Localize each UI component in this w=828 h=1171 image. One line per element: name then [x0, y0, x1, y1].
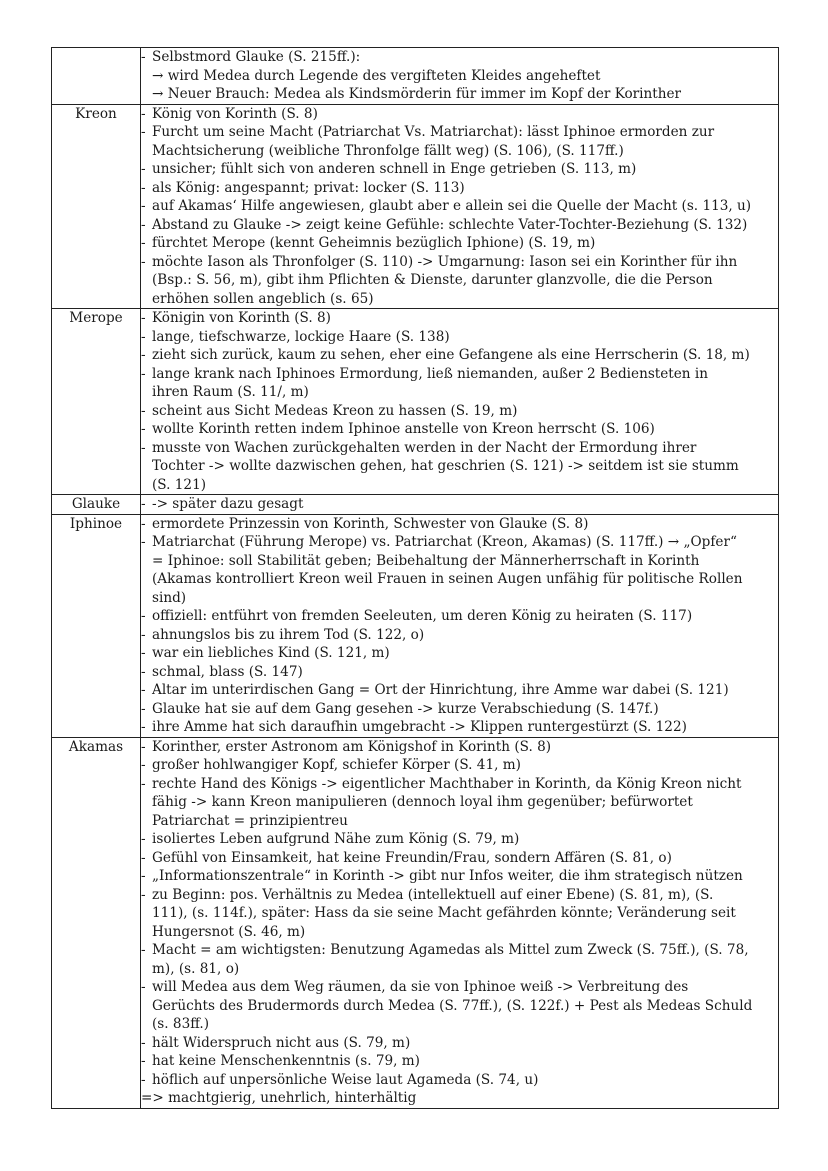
bullet-line [141, 830, 778, 849]
bullet-dash: - [141, 645, 146, 661]
bullet-text: hat keine Menschenkenntnis (s. 79, m) [152, 1053, 420, 1069]
character-row [52, 495, 779, 515]
bullet-dash: - [141, 608, 146, 624]
bullet-text: Macht = am wichtigsten: Benutzung Agamedas als Mittel zum Zweck (S. 75ff.), (S. 78, [152, 942, 749, 958]
bullet-dash: - [141, 979, 146, 995]
bullet-dash: - [141, 496, 146, 512]
bullet-text: ermordete Prinzessin von Korinth, Schwester von Glauke (S. 8) [152, 515, 589, 532]
bullet-text: zu Beginn: pos. Verhältnis zu Medea (intellektuell auf einer Ebene) (S. 81, m), (S. [152, 886, 714, 903]
character-name: Iphinoe [52, 514, 141, 737]
character-notes [141, 514, 779, 737]
bullet-dash: - [141, 310, 146, 326]
bullet-dash: - [141, 161, 146, 177]
bullet-line [141, 365, 778, 384]
bullet-dash: - [141, 849, 146, 866]
bullet-text: möchte Iason als Thronfolger (S. 110) -> Umgarnung: Iason sei ein Korinther für ihn [152, 253, 738, 270]
bullet-text: zieht sich zurück, kaum zu sehen, eher eine Gefangene als eine Herrscherin (S. 18, m) [152, 347, 750, 363]
bullet-text: fürchtet Merope (kennt Geheimnis bezüglich Iphione) (S. 19, m) [152, 235, 596, 251]
bullet-dash: - [141, 347, 146, 363]
bullet-text: will Medea aus dem Weg räumen, da sie von Iphinoe weiß -> Verbreitung des [152, 979, 689, 995]
bullet-dash: - [141, 365, 146, 382]
bullet-continuation: Patriarchat = prinzipientreu [152, 812, 348, 829]
bullet-dash: - [141, 831, 146, 847]
bullet-dash: - [141, 105, 146, 122]
bullet-line [141, 849, 778, 868]
arrow-line: → Neuer Brauch: Medea als Kindsmörderin für immer im Kopf der Korinther [152, 86, 682, 102]
bullet-text: großer hohlwangiger Kopf, schiefer Körper (S. 41, m) [152, 757, 521, 773]
bullet-line [141, 346, 778, 365]
character-notes [141, 737, 779, 1108]
bullet-dash: - [141, 1034, 146, 1051]
bullet-continuation: fähig -> kann Kreon manipulieren (dennoch loyal ihm gegenüber; befürwortet [152, 794, 693, 810]
bullet-line [141, 700, 778, 719]
bullet-continuation: m), (s. 81, o) [152, 960, 240, 977]
bullet-line [141, 216, 778, 235]
summary-line: => machtgierig, unehrlich, hinterhältig [141, 1090, 417, 1106]
bullet-line [141, 756, 778, 775]
character-row [52, 514, 779, 737]
character-name: Kreon [52, 104, 141, 309]
bullet-dash: - [141, 534, 146, 550]
bullet-continuation: erhöhen sollen angeblich (s. 65) [152, 290, 374, 307]
bullet-text: -> später dazu gesagt [152, 496, 304, 512]
bullet-continuation: Hungersnot (S. 46, m) [152, 923, 306, 940]
bullet-dash: - [141, 198, 146, 214]
bullet-line [141, 663, 778, 682]
bullet-text: isoliertes Leben aufgrund Nähe zum König (S. 79, m) [152, 831, 520, 847]
bullet-line [141, 197, 778, 216]
bullet-dash: - [141, 942, 146, 958]
bullet-line [141, 234, 778, 253]
bullet-text: scheint aus Sicht Medeas Kreon zu hassen (S. 19, m) [152, 402, 518, 419]
character-row [52, 104, 779, 309]
bullet-text: Glauke hat sie auf dem Gang gesehen -> kurze Verabschiedung (S. 147f.) [152, 700, 659, 717]
bullet-text: König von Korinth (S. 8) [152, 105, 318, 122]
character-row [52, 309, 779, 495]
bullet-line [141, 607, 778, 626]
bullet-line [141, 533, 778, 552]
character-notes [141, 309, 779, 495]
bullet-line [141, 328, 778, 347]
arrow-line: → wird Medea durch Legende des vergifteten Kleides angeheftet [152, 67, 601, 84]
bullet-text: Altar im unterirdischen Gang = Ort der Hinrichtung, ihre Amme war dabei (S. 121) [152, 682, 729, 698]
bullet-line [141, 309, 778, 328]
character-table-body [52, 48, 779, 1109]
bullet-dash: - [141, 626, 146, 643]
bullet-text: war ein liebliches Kind (S. 121, m) [152, 645, 390, 661]
bullet-line [141, 886, 778, 905]
bullet-text: Korinther, erster Astronom am Königshof in Korinth (S. 8) [152, 738, 552, 755]
bullet-line [141, 48, 778, 67]
bullet-dash: - [141, 775, 146, 792]
character-name: Merope [52, 309, 141, 495]
character-notes [141, 104, 779, 309]
character-row [52, 737, 779, 1108]
bullet-dash: - [141, 235, 146, 251]
bullet-dash: - [141, 700, 146, 717]
bullet-continuation: Gerüchts des Brudermords durch Medea (S. 77ff.), (S. 122f.) + Pest als Medeas Schuld [152, 997, 753, 1014]
bullet-dash: - [141, 757, 146, 773]
bullet-line [141, 941, 778, 960]
bullet-text: Furcht um seine Macht (Patriarchat Vs. Matriarchat): lässt Iphinoe ermorden zur [152, 124, 715, 140]
bullet-line [141, 439, 778, 458]
bullet-line [141, 1052, 778, 1071]
bullet-dash: - [141, 216, 146, 233]
bullet-line [141, 515, 778, 534]
bullet-continuation: Tochter -> wollte dazwischen gehen, hat geschrien (S. 121) -> seitdem ist sie stumm [152, 458, 739, 474]
bullet-line [141, 626, 778, 645]
bullet-text: ahnungslos bis zu ihrem Tod (S. 122, o) [152, 626, 425, 643]
bullet-text: „Informationszentrale“ in Korinth -> gibt nur Infos weiter, die ihm strategisch nützen [152, 868, 743, 884]
character-table [51, 47, 779, 1109]
character-notes [141, 495, 779, 515]
bullet-continuation: ihren Raum (S. 11/, m) [152, 384, 309, 400]
bullet-dash: - [141, 179, 146, 196]
bullet-dash: - [141, 439, 146, 456]
bullet-text: rechte Hand des Königs -> eigentlicher Machthaber in Korinth, da König Kreon nicht [152, 775, 742, 792]
character-name [52, 48, 141, 105]
bullet-text: lange krank nach Iphinoes Ermordung, ließ niemanden, außer 2 Bediensteten in [152, 365, 708, 382]
character-name: Akamas [52, 737, 141, 1108]
bullet-text: Matriarchat (Führung Merope) vs. Patriarchat (Kreon, Akamas) (S. 117ff.) → „Opfer“ [152, 534, 737, 550]
bullet-line [141, 867, 778, 886]
bullet-dash: - [141, 682, 146, 698]
bullet-continuation: sind) [152, 589, 187, 606]
bullet-text: Königin von Korinth (S. 8) [152, 310, 331, 326]
bullet-line [141, 978, 778, 997]
bullet-dash: - [141, 719, 146, 735]
bullet-dash: - [141, 421, 146, 437]
bullet-line [141, 123, 778, 142]
character-notes [141, 48, 779, 105]
bullet-dash: - [141, 1071, 146, 1088]
bullet-dash: - [141, 49, 146, 65]
bullet-text: höflich auf unpersönliche Weise laut Agameda (S. 74, u) [152, 1071, 539, 1088]
bullet-line [141, 1071, 778, 1090]
bullet-line [141, 253, 778, 272]
character-name: Glauke [52, 495, 141, 515]
bullet-text: wollte Korinth retten indem Iphinoe anstelle von Kreon herrscht (S. 106) [152, 421, 655, 437]
bullet-text: als König: angespannt; privat: locker (S. 113) [152, 179, 465, 196]
bullet-text: Gefühl von Einsamkeit, hat keine Freundin/Frau, sondern Affären (S. 81, o) [152, 849, 672, 866]
bullet-line [141, 644, 778, 663]
bullet-line [141, 495, 778, 514]
bullet-continuation: (Akamas kontrolliert Kreon weil Frauen in seinen Augen unfähig für politische Rollen [152, 571, 743, 587]
bullet-dash: - [141, 402, 146, 419]
bullet-line [141, 402, 778, 421]
bullet-dash: - [141, 328, 146, 345]
bullet-line [141, 105, 778, 124]
bullet-line [141, 738, 778, 757]
bullet-dash: - [141, 886, 146, 903]
bullet-text: schmal, blass (S. 147) [152, 663, 303, 680]
bullet-dash: - [141, 124, 146, 140]
bullet-dash: - [141, 253, 146, 270]
bullet-continuation: 111), (s. 114f.), später: Hass da sie seine Macht gefährden könnte; Veränderung seit [152, 905, 736, 921]
bullet-dash: - [141, 738, 146, 755]
bullet-line [141, 179, 778, 198]
character-row [52, 48, 779, 105]
bullet-text: offiziell: entführt von fremden Seeleuten, um deren König zu heiraten (S. 117) [152, 608, 693, 624]
bullet-dash: - [141, 663, 146, 680]
bullet-dash: - [141, 1053, 146, 1069]
bullet-continuation: Machtsicherung (weibliche Thronfolge fällt weg) (S. 106), (S. 117ff.) [152, 142, 624, 159]
bullet-text: unsicher; fühlt sich von anderen schnell in Enge getrieben (S. 113, m) [152, 161, 637, 177]
bullet-text: hält Widerspruch nicht aus (S. 79, m) [152, 1034, 411, 1051]
bullet-text: lange, tiefschwarze, lockige Haare (S. 138) [152, 328, 450, 345]
bullet-continuation: = Iphinoe: soll Stabilität geben; Beibehaltung der Männerherrschaft in Korinth [152, 552, 700, 569]
bullet-line [141, 718, 778, 737]
bullet-text: musste von Wachen zurückgehalten werden in der Nacht der Ermordung ihrer [152, 439, 697, 456]
bullet-line [141, 775, 778, 794]
bullet-text: Selbstmord Glauke (S. 215ff.): [152, 49, 361, 65]
document-page [51, 47, 779, 1109]
bullet-text: auf Akamas‘ Hilfe angewiesen, glaubt aber e allein sei die Quelle der Macht (s. 113, u) [152, 198, 752, 214]
bullet-line [141, 681, 778, 700]
bullet-line [141, 160, 778, 179]
bullet-dash: - [141, 868, 146, 884]
bullet-line [141, 1034, 778, 1053]
bullet-continuation: (S. 121) [152, 476, 207, 493]
bullet-line [141, 420, 778, 439]
bullet-text: ihre Amme hat sich daraufhin umgebracht -> Klippen runtergestürzt (S. 122) [152, 719, 687, 735]
bullet-dash: - [141, 515, 146, 532]
bullet-text: Abstand zu Glauke -> zeigt keine Gefühle: schlechte Vater-Tochter-Beziehung (S. 132) [152, 216, 748, 233]
bullet-continuation: (Bsp.: S. 56, m), gibt ihm Pflichten & Dienste, darunter glanzvolle, die die Person [152, 272, 713, 288]
bullet-continuation: (s. 83ff.) [152, 1016, 210, 1032]
